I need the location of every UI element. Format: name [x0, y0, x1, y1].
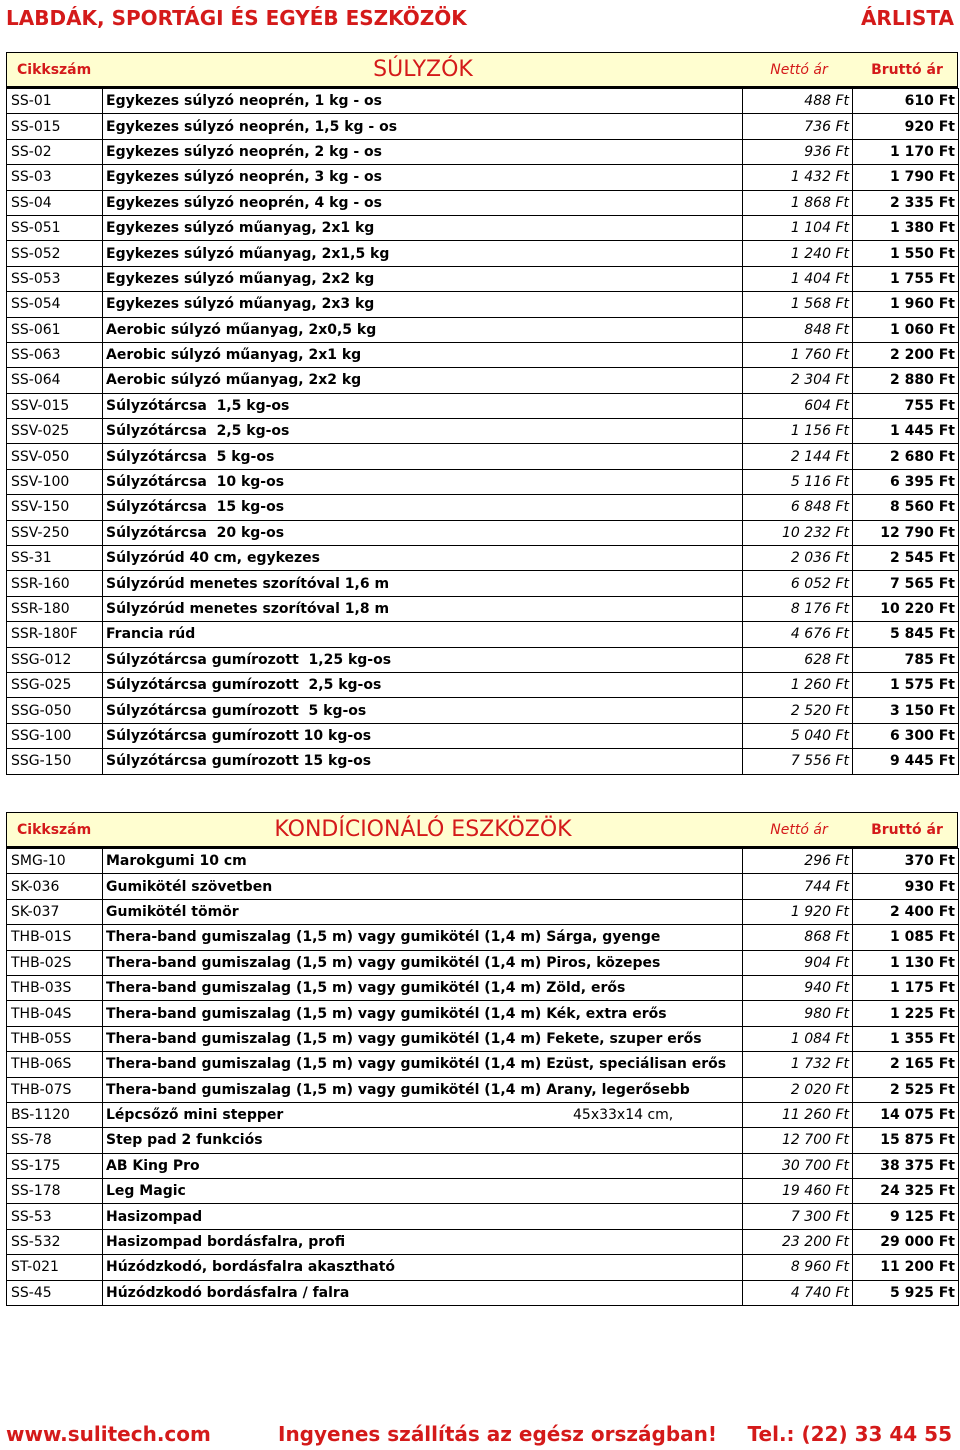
price-table	[6, 848, 959, 1306]
net-price: 11 260 Ft	[743, 1102, 853, 1127]
table-row	[7, 647, 959, 672]
gross-price: 2 335 Ft	[853, 190, 959, 215]
item-name	[103, 342, 743, 367]
net-price: 1 260 Ft	[743, 672, 853, 697]
table-row	[7, 1052, 959, 1077]
gross-price: 2 400 Ft	[853, 899, 959, 924]
net-price: 940 Ft	[743, 975, 853, 1000]
net-price: 1 240 Ft	[743, 241, 853, 266]
gross-price: 3 150 Ft	[853, 698, 959, 723]
table-row	[7, 622, 959, 647]
item-code: SS-053	[7, 266, 103, 291]
page-header	[6, 6, 956, 32]
column-header-code: Cikkszám	[17, 822, 92, 838]
item-code: SK-036	[7, 874, 103, 899]
item-size: 45x33x14 cm,	[573, 1107, 674, 1124]
item-code: SSV-250	[7, 520, 103, 545]
item-name	[103, 165, 743, 190]
table-row	[7, 139, 959, 164]
table-row	[7, 241, 959, 266]
table-row	[7, 368, 959, 393]
item-code: ST-021	[7, 1255, 103, 1280]
item-name	[103, 874, 743, 899]
net-price: 1 920 Ft	[743, 899, 853, 924]
net-price: 23 200 Ft	[743, 1229, 853, 1254]
table-row	[7, 165, 959, 190]
gross-price: 2 165 Ft	[853, 1052, 959, 1077]
item-name-text: Súlyzótárcsa 20 kg-os	[106, 524, 285, 541]
item-name-text: Thera-band gumiszalag (1,5 m) vagy gumikötél (1,4 m) Arany, legerősebb	[106, 1081, 690, 1098]
gross-price: 2 545 Ft	[853, 546, 959, 571]
item-code: SS-03	[7, 165, 103, 190]
gross-price: 1 380 Ft	[853, 215, 959, 240]
gross-price: 2 525 Ft	[853, 1077, 959, 1102]
item-name-text: Súlyzótárcsa 15 kg-os	[106, 499, 285, 516]
item-name	[103, 1255, 743, 1280]
item-name-text: Step pad 2 funkciós	[106, 1132, 263, 1149]
table-row	[7, 317, 959, 342]
table-row	[7, 444, 959, 469]
item-name	[103, 241, 743, 266]
item-name	[103, 899, 743, 924]
item-name-text: Egykezes súlyzó műanyag, 2x1,5 kg	[106, 245, 390, 262]
item-name	[103, 495, 743, 520]
table-row	[7, 1001, 959, 1026]
item-name	[103, 190, 743, 215]
item-code: SK-037	[7, 899, 103, 924]
item-code: SS-532	[7, 1229, 103, 1254]
item-name	[103, 849, 743, 874]
item-name-text: Thera-band gumiszalag (1,5 m) vagy gumikötél (1,4 m) Sárga, gyenge	[106, 929, 661, 946]
item-name	[103, 1102, 743, 1127]
gross-price: 6 395 Ft	[853, 469, 959, 494]
table-row	[7, 1255, 959, 1280]
net-price: 7 556 Ft	[743, 749, 853, 774]
item-name	[103, 749, 743, 774]
item-code: SS-063	[7, 342, 103, 367]
net-price: 1 404 Ft	[743, 266, 853, 291]
net-price: 8 960 Ft	[743, 1255, 853, 1280]
item-name	[103, 723, 743, 748]
gross-price: 1 085 Ft	[853, 925, 959, 950]
net-price: 980 Ft	[743, 1001, 853, 1026]
page-footer	[6, 1422, 956, 1450]
item-code: SSG-025	[7, 672, 103, 697]
section-title: SÚLYZÓK	[373, 57, 473, 82]
item-name	[103, 1229, 743, 1254]
item-code: SSG-150	[7, 749, 103, 774]
gross-price: 2 200 Ft	[853, 342, 959, 367]
net-price: 4 676 Ft	[743, 622, 853, 647]
net-price: 848 Ft	[743, 317, 853, 342]
item-code: THB-05S	[7, 1026, 103, 1051]
table-row	[7, 698, 959, 723]
item-name	[103, 317, 743, 342]
item-name	[103, 139, 743, 164]
column-header-gross: Bruttó ár	[871, 62, 943, 78]
gross-price: 8 560 Ft	[853, 495, 959, 520]
table-row	[7, 1204, 959, 1229]
item-name	[103, 215, 743, 240]
table-row	[7, 899, 959, 924]
price-table	[6, 88, 959, 775]
item-name-text: Francia rúd	[106, 626, 196, 643]
gross-price: 1 960 Ft	[853, 292, 959, 317]
item-name	[103, 1128, 743, 1153]
item-name-text: Húzódzkodó bordásfalra / falra	[106, 1284, 350, 1301]
item-name	[103, 1001, 743, 1026]
item-name	[103, 419, 743, 444]
item-name-text: Aerobic súlyzó műanyag, 2x1 kg	[106, 347, 362, 364]
item-name-text: Gumikötél szövetben	[106, 878, 273, 895]
net-price: 1 084 Ft	[743, 1026, 853, 1051]
table-row	[7, 1153, 959, 1178]
item-code: SSV-100	[7, 469, 103, 494]
table-row	[7, 114, 959, 139]
item-name-text: Thera-band gumiszalag (1,5 m) vagy gumikötél (1,4 m) Zöld, erős	[106, 980, 626, 997]
net-price: 2 020 Ft	[743, 1077, 853, 1102]
item-code: SSG-050	[7, 698, 103, 723]
gross-price: 15 875 Ft	[853, 1128, 959, 1153]
table-row	[7, 1102, 959, 1127]
item-name	[103, 647, 743, 672]
table-row	[7, 520, 959, 545]
item-name	[103, 1153, 743, 1178]
item-code: SS-45	[7, 1280, 103, 1305]
net-price: 6 848 Ft	[743, 495, 853, 520]
item-code: SSG-012	[7, 647, 103, 672]
item-code: THB-07S	[7, 1077, 103, 1102]
net-price: 488 Ft	[743, 89, 853, 114]
item-name	[103, 672, 743, 697]
table-row	[7, 419, 959, 444]
item-code: SS-178	[7, 1179, 103, 1204]
item-code: SSV-150	[7, 495, 103, 520]
table-row	[7, 215, 959, 240]
item-name	[103, 596, 743, 621]
section-weights	[6, 52, 958, 775]
item-code: SS-175	[7, 1153, 103, 1178]
gross-price: 1 355 Ft	[853, 1026, 959, 1051]
item-code: SS-052	[7, 241, 103, 266]
table-row	[7, 190, 959, 215]
column-header-net: Nettó ár	[770, 822, 828, 838]
item-name-text: Súlyzótárcsa gumírozott 5 kg-os	[106, 702, 367, 719]
gross-price: 6 300 Ft	[853, 723, 959, 748]
item-code: SSV-015	[7, 393, 103, 418]
item-code: SSR-180	[7, 596, 103, 621]
item-code: SSR-160	[7, 571, 103, 596]
net-price: 296 Ft	[743, 849, 853, 874]
gross-price: 2 680 Ft	[853, 444, 959, 469]
phone-number: Tel.: (22) 33 44 55	[747, 1422, 952, 1446]
gross-price: 1 575 Ft	[853, 672, 959, 697]
item-code: SS-31	[7, 546, 103, 571]
net-price: 1 432 Ft	[743, 165, 853, 190]
table-row	[7, 975, 959, 1000]
item-name-text: Húzódzkodó, bordásfalra akasztható	[106, 1259, 396, 1276]
item-name-text: Hasizompad bordásfalra, profi	[106, 1234, 346, 1251]
table-row	[7, 749, 959, 774]
item-name-text: Súlyzótárcsa 5 kg-os	[106, 448, 275, 465]
item-name-text: Súlyzórúd menetes szorítóval 1,6 m	[106, 575, 390, 592]
gross-price: 1 790 Ft	[853, 165, 959, 190]
item-name-text: Thera-band gumiszalag (1,5 m) vagy gumikötél (1,4 m) Piros, közepes	[106, 954, 661, 971]
item-code: SSR-180F	[7, 622, 103, 647]
shipping-note: Ingyenes szállítás az egész országban!	[278, 1422, 717, 1446]
item-name-text: Egykezes súlyzó neoprén, 1 kg - os	[106, 93, 382, 110]
item-name-text: Súlyzótárcsa gumírozott 15 kg-os	[106, 753, 372, 770]
net-price: 1 868 Ft	[743, 190, 853, 215]
net-price: 936 Ft	[743, 139, 853, 164]
gross-price: 1 175 Ft	[853, 975, 959, 1000]
table-row	[7, 266, 959, 291]
item-name	[103, 444, 743, 469]
gross-price: 24 325 Ft	[853, 1179, 959, 1204]
item-name-text: AB King Pro	[106, 1157, 200, 1174]
table-row	[7, 571, 959, 596]
item-code: SSV-050	[7, 444, 103, 469]
net-price: 30 700 Ft	[743, 1153, 853, 1178]
net-price: 6 052 Ft	[743, 571, 853, 596]
gross-price: 1 060 Ft	[853, 317, 959, 342]
net-price: 5 040 Ft	[743, 723, 853, 748]
item-code: THB-04S	[7, 1001, 103, 1026]
item-name-text: Súlyzótárcsa 1,5 kg-os	[106, 397, 290, 414]
item-name	[103, 393, 743, 418]
net-price: 604 Ft	[743, 393, 853, 418]
gross-price: 1 550 Ft	[853, 241, 959, 266]
item-name	[103, 520, 743, 545]
item-code: THB-01S	[7, 925, 103, 950]
table-row	[7, 1280, 959, 1305]
net-price: 736 Ft	[743, 114, 853, 139]
item-code: SS-53	[7, 1204, 103, 1229]
net-price: 744 Ft	[743, 874, 853, 899]
table-row	[7, 672, 959, 697]
table-row	[7, 1128, 959, 1153]
table-row	[7, 925, 959, 950]
net-price: 1 732 Ft	[743, 1052, 853, 1077]
item-code: SS-061	[7, 317, 103, 342]
item-name	[103, 1280, 743, 1305]
item-name-text: Egykezes súlyzó műanyag, 2x2 kg	[106, 270, 375, 287]
net-price: 8 176 Ft	[743, 596, 853, 621]
item-name	[103, 925, 743, 950]
gross-price: 930 Ft	[853, 874, 959, 899]
net-price: 5 116 Ft	[743, 469, 853, 494]
table-row	[7, 723, 959, 748]
table-row	[7, 342, 959, 367]
net-price: 1 104 Ft	[743, 215, 853, 240]
net-price: 1 760 Ft	[743, 342, 853, 367]
item-name-text: Súlyzótárcsa 10 kg-os	[106, 474, 285, 491]
gross-price: 14 075 Ft	[853, 1102, 959, 1127]
gross-price: 5 845 Ft	[853, 622, 959, 647]
gross-price: 2 880 Ft	[853, 368, 959, 393]
item-code: SS-064	[7, 368, 103, 393]
gross-price: 1 130 Ft	[853, 950, 959, 975]
item-name	[103, 368, 743, 393]
item-code: SS-015	[7, 114, 103, 139]
gross-price: 1 170 Ft	[853, 139, 959, 164]
item-name	[103, 698, 743, 723]
item-name-text: Thera-band gumiszalag (1,5 m) vagy gumikötél (1,4 m) Kék, extra erős	[106, 1005, 667, 1022]
item-code: SSV-025	[7, 419, 103, 444]
item-name	[103, 1204, 743, 1229]
item-code: BS-1120	[7, 1102, 103, 1127]
item-code: SMG-10	[7, 849, 103, 874]
item-name	[103, 950, 743, 975]
net-price: 628 Ft	[743, 647, 853, 672]
table-row	[7, 874, 959, 899]
net-price: 4 740 Ft	[743, 1280, 853, 1305]
net-price: 2 304 Ft	[743, 368, 853, 393]
item-name	[103, 1026, 743, 1051]
item-name	[103, 114, 743, 139]
table-row	[7, 292, 959, 317]
section-title: KONDÍCIONÁLÓ ESZKÖZÖK	[274, 817, 572, 842]
column-header-gross: Bruttó ár	[871, 822, 943, 838]
item-code: THB-03S	[7, 975, 103, 1000]
item-name-text: Egykezes súlyzó neoprén, 1,5 kg - os	[106, 118, 398, 135]
item-name	[103, 622, 743, 647]
gross-price: 1 755 Ft	[853, 266, 959, 291]
item-code: SS-02	[7, 139, 103, 164]
item-code: SS-051	[7, 215, 103, 240]
section-conditioning	[6, 812, 958, 1306]
gross-price: 755 Ft	[853, 393, 959, 418]
gross-price: 11 200 Ft	[853, 1255, 959, 1280]
gross-price: 785 Ft	[853, 647, 959, 672]
item-name-text: Leg Magic	[106, 1183, 186, 1200]
table-row	[7, 495, 959, 520]
table-row	[7, 89, 959, 114]
item-name	[103, 292, 743, 317]
table-row	[7, 1179, 959, 1204]
item-name-text: Aerobic súlyzó műanyag, 2x0,5 kg	[106, 321, 377, 338]
gross-price: 10 220 Ft	[853, 596, 959, 621]
item-name-text: Hasizompad	[106, 1208, 203, 1225]
gross-price: 38 375 Ft	[853, 1153, 959, 1178]
net-price: 10 232 Ft	[743, 520, 853, 545]
item-code: SS-01	[7, 89, 103, 114]
gross-price: 1 225 Ft	[853, 1001, 959, 1026]
table-row	[7, 1026, 959, 1051]
net-price: 2 036 Ft	[743, 546, 853, 571]
net-price: 12 700 Ft	[743, 1128, 853, 1153]
item-name-text: Súlyzótárcsa gumírozott 1,25 kg-os	[106, 651, 392, 668]
item-name	[103, 1179, 743, 1204]
item-code: SSG-100	[7, 723, 103, 748]
net-price: 1 156 Ft	[743, 419, 853, 444]
item-name-text: Egykezes súlyzó neoprén, 3 kg - os	[106, 169, 382, 186]
gross-price: 1 445 Ft	[853, 419, 959, 444]
item-name	[103, 1077, 743, 1102]
item-name-text: Súlyzótárcsa 2,5 kg-os	[106, 423, 290, 440]
item-code: THB-02S	[7, 950, 103, 975]
item-name	[103, 546, 743, 571]
net-price: 7 300 Ft	[743, 1204, 853, 1229]
item-name-text: Egykezes súlyzó neoprén, 4 kg - os	[106, 194, 382, 211]
gross-price: 920 Ft	[853, 114, 959, 139]
net-price: 19 460 Ft	[743, 1179, 853, 1204]
page-title: LABDÁK, SPORTÁGI ÉS EGYÉB ESZKÖZÖK	[6, 6, 467, 30]
item-code: SS-04	[7, 190, 103, 215]
item-name-text: Marokgumi 10 cm	[106, 853, 247, 870]
table-row	[7, 469, 959, 494]
table-row	[7, 849, 959, 874]
gross-price: 7 565 Ft	[853, 571, 959, 596]
item-name	[103, 975, 743, 1000]
gross-price: 610 Ft	[853, 89, 959, 114]
net-price: 1 568 Ft	[743, 292, 853, 317]
net-price: 904 Ft	[743, 950, 853, 975]
gross-price: 5 925 Ft	[853, 1280, 959, 1305]
item-name-text: Súlyzótárcsa gumírozott 2,5 kg-os	[106, 677, 382, 694]
item-name-text: Egykezes súlyzó műanyag, 2x1 kg	[106, 220, 375, 237]
table-row	[7, 1077, 959, 1102]
table-row	[7, 393, 959, 418]
gross-price: 12 790 Ft	[853, 520, 959, 545]
price-list-label: ÁRLISTA	[860, 6, 954, 30]
section-header	[6, 52, 958, 88]
table-row	[7, 1229, 959, 1254]
item-name-text: Gumikötél tömör	[106, 903, 239, 920]
item-name-text: Egykezes súlyzó neoprén, 2 kg - os	[106, 143, 382, 160]
website-link[interactable]: www.sulitech.com	[6, 1422, 211, 1446]
gross-price: 370 Ft	[853, 849, 959, 874]
item-name	[103, 571, 743, 596]
item-name	[103, 469, 743, 494]
section-header	[6, 812, 958, 848]
item-name-text: Thera-band gumiszalag (1,5 m) vagy gumikötél (1,4 m) Ezüst, speciálisan erős	[106, 1056, 727, 1073]
column-header-code: Cikkszám	[17, 62, 92, 78]
net-price: 2 144 Ft	[743, 444, 853, 469]
item-name-text: Lépcsőző mini stepper	[106, 1107, 284, 1124]
net-price: 868 Ft	[743, 925, 853, 950]
item-name	[103, 89, 743, 114]
table-row	[7, 950, 959, 975]
item-name-text: Thera-band gumiszalag (1,5 m) vagy gumikötél (1,4 m) Fekete, szuper erős	[106, 1030, 702, 1047]
item-name-text: Súlyzórúd menetes szorítóval 1,8 m	[106, 601, 390, 617]
item-code: SS-78	[7, 1128, 103, 1153]
table-row	[7, 546, 959, 571]
item-name-text: Súlyzórúd 40 cm, egykezes	[106, 550, 320, 567]
item-name	[103, 266, 743, 291]
item-name-text: Súlyzótárcsa gumírozott 10 kg-os	[106, 727, 372, 744]
table-row	[7, 596, 959, 621]
column-header-net: Nettó ár	[770, 62, 828, 78]
gross-price: 9 125 Ft	[853, 1204, 959, 1229]
item-code: THB-06S	[7, 1052, 103, 1077]
net-price: 2 520 Ft	[743, 698, 853, 723]
item-name	[103, 1052, 743, 1077]
gross-price: 29 000 Ft	[853, 1229, 959, 1254]
item-code: SS-054	[7, 292, 103, 317]
item-name-text: Aerobic súlyzó műanyag, 2x2 kg	[106, 372, 362, 389]
item-name-text: Egykezes súlyzó műanyag, 2x3 kg	[106, 296, 375, 313]
gross-price: 9 445 Ft	[853, 749, 959, 774]
